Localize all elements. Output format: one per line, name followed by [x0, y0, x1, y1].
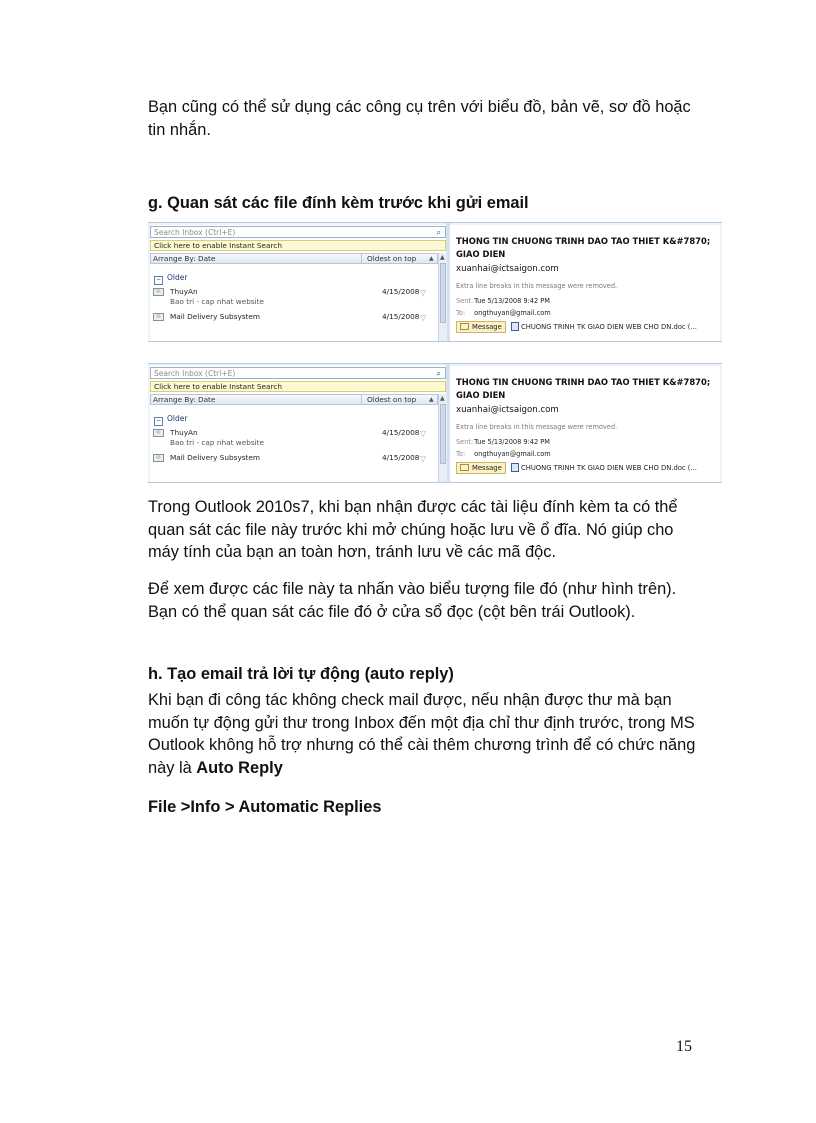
outlook-screenshot-1: [148, 222, 722, 342]
group-older[interactable]: − Older: [155, 273, 188, 283]
envelope-icon: ✉: [153, 454, 164, 462]
mail-item[interactable]: ✉ ThuyAn Bao tri - cap nhat website 4/15/2008 ▽: [152, 428, 436, 448]
reading-pane: [450, 366, 720, 482]
menu-path: File >Info > Automatic Replies: [148, 798, 382, 816]
flag-icon[interactable]: ▽: [420, 288, 427, 297]
scroll-up-icon[interactable]: ▲: [440, 254, 445, 261]
mail-item[interactable]: ✉ Mail Delivery Subsystem 4/15/2008 ▽: [152, 312, 436, 332]
flag-icon[interactable]: ▽: [420, 454, 427, 463]
to-row: To: ongthuyan@gmail.com: [456, 450, 551, 458]
sent-row: Sent: Tue 5/13/2008 9:42 PM: [456, 297, 550, 305]
flag-icon[interactable]: ▽: [420, 429, 427, 438]
sender-email: xuanhai@ictsaigon.com: [456, 405, 559, 415]
collapse-icon[interactable]: −: [155, 417, 162, 424]
scrollbar[interactable]: [438, 394, 447, 482]
attachment-file[interactable]: CHUONG TRINH TK GIAO DIEN WEB CHO DN.doc (...: [511, 322, 697, 332]
sort-icon[interactable]: ▲: [429, 396, 434, 403]
arrange-bar[interactable]: Arrange By: Date Oldest on top ▲: [150, 253, 438, 264]
search-icon[interactable]: ⌕: [436, 369, 441, 378]
page-number: 15: [676, 1038, 692, 1055]
arrange-bar[interactable]: Arrange By: Date Oldest on top ▲: [150, 394, 438, 405]
body-paragraph-3: Khi bạn đi công tác không check mail được, nếu nhận được thư mà bạn muốn tự động gửi thư trong Inbox đến một địa chỉ thư định trước, trong MS Outlook không hỗ trợ nhưng có thể cài thêm chương trình để có chức năng này là Auto Reply: [148, 691, 696, 777]
info-notice: Extra line breaks in this message were removed.: [456, 282, 618, 290]
search-input[interactable]: Search Inbox (Ctrl+E) ⌕: [150, 367, 446, 379]
attachment-file[interactable]: CHUONG TRINH TK GIAO DIEN WEB CHO DN.doc (...: [511, 463, 697, 473]
collapse-icon[interactable]: −: [155, 276, 162, 283]
search-icon[interactable]: ⌕: [436, 228, 441, 237]
outlook-screenshot-2: [148, 363, 722, 483]
word-doc-icon: [511, 463, 519, 472]
mail-item[interactable]: ✉ Mail Delivery Subsystem 4/15/2008 ▽: [152, 453, 436, 473]
sort-icon[interactable]: ▲: [429, 255, 434, 262]
reading-title: THONG TIN CHUONG TRINH DAO TAO THIET K&#7870; GIAO DIEN: [456, 236, 711, 259]
scrollbar[interactable]: [438, 253, 447, 341]
sender-email: xuanhai@ictsaigon.com: [456, 264, 559, 274]
attachment-bar: [456, 321, 697, 333]
message-button[interactable]: Message: [456, 321, 506, 333]
search-input[interactable]: Search Inbox (Ctrl+E) ⌕: [150, 226, 446, 238]
to-row: To: ongthuyan@gmail.com: [456, 309, 551, 317]
sent-row: Sent: Tue 5/13/2008 9:42 PM: [456, 438, 550, 446]
info-notice: Extra line breaks in this message were removed.: [456, 423, 618, 431]
envelope-icon: [460, 464, 469, 471]
message-button[interactable]: Message: [456, 462, 506, 474]
envelope-icon: ✉: [153, 429, 164, 437]
envelope-icon: ✉: [153, 313, 164, 321]
heading-g: g. Quan sát các file đính kèm trước khi gửi email: [148, 194, 529, 212]
instant-search-bar[interactable]: Click here to enable Instant Search: [150, 240, 446, 251]
flag-icon[interactable]: ▽: [420, 313, 427, 322]
heading-h: h. Tạo email trả lời tự động (auto reply): [148, 665, 454, 683]
envelope-icon: [460, 323, 469, 330]
instant-search-bar[interactable]: Click here to enable Instant Search: [150, 381, 446, 392]
group-older[interactable]: − Older: [155, 414, 188, 424]
reading-pane: [450, 225, 720, 341]
word-doc-icon: [511, 322, 519, 331]
reading-title: THONG TIN CHUONG TRINH DAO TAO THIET K&#7870; GIAO DIEN: [456, 377, 711, 400]
scroll-up-icon[interactable]: ▲: [440, 395, 445, 402]
auto-reply-term: Auto Reply: [196, 758, 283, 777]
body-paragraph-2: Để xem được các file này ta nhấn vào biểu tượng file đó (như hình trên). Bạn có thể quan sát các file đó ở cửa sổ đọc (cột bên trái Outlook).: [148, 580, 677, 621]
mail-item[interactable]: ✉ ThuyAn Bao tri - cap nhat website 4/15/2008 ▽: [152, 287, 436, 307]
body-paragraph-1: Trong Outlook 2010s7, khi bạn nhận được các tài liệu đính kèm ta có thể quan sát các file này trước khi mở chúng hoặc lưu về ổ đĩa. Nó giúp cho máy tính của bạn an toàn hơn, tránh lưu về các mã độc.: [148, 498, 678, 561]
envelope-icon: ✉: [153, 288, 164, 296]
attachment-bar: [456, 462, 697, 474]
intro-paragraph: Bạn cũng có thể sử dụng các công cụ trên với biểu đồ, bản vẽ, sơ đồ hoặc tin nhắn.: [148, 98, 691, 139]
